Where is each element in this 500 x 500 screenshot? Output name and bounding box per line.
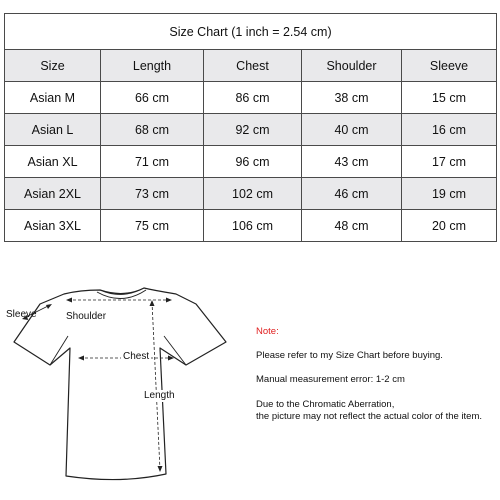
note-line-chromatic-aberration: Due to the Chromatic Aberration, (256, 399, 395, 410)
tshirt-diagram (0, 270, 250, 495)
cell-shoulder: 38 cm (302, 82, 402, 114)
header-length: Length (101, 50, 204, 82)
cell-sleeve: 15 cm (402, 82, 497, 114)
cell-chest: 96 cm (204, 146, 302, 178)
size-chart-title: Size Chart (1 inch = 2.54 cm) (5, 14, 497, 50)
cell-size: Asian 2XL (5, 178, 101, 210)
cell-size: Asian M (5, 82, 101, 114)
cell-sleeve: 16 cm (402, 114, 497, 146)
cell-shoulder: 48 cm (302, 210, 402, 242)
cell-shoulder: 46 cm (302, 178, 402, 210)
table-row (5, 146, 497, 178)
cell-shoulder: 40 cm (302, 114, 402, 146)
cell-sleeve: 17 cm (402, 146, 497, 178)
cell-chest: 92 cm (204, 114, 302, 146)
cell-size: Asian XL (5, 146, 101, 178)
note-line-size-chart: Please refer to my Size Chart before buying. (256, 350, 443, 361)
size-chart-table (4, 13, 497, 242)
cell-length: 68 cm (101, 114, 204, 146)
cell-sleeve: 19 cm (402, 178, 497, 210)
cell-sleeve: 20 cm (402, 210, 497, 242)
header-chest: Chest (204, 50, 302, 82)
size-chart-header-row (5, 50, 497, 82)
cell-size: Asian 3XL (5, 210, 101, 242)
note-title: Note: (256, 326, 279, 337)
length-label: Length (144, 390, 175, 401)
sleeve-label: Sleeve (6, 309, 37, 320)
cell-size: Asian L (5, 114, 101, 146)
cell-chest: 102 cm (204, 178, 302, 210)
cell-length: 73 cm (101, 178, 204, 210)
header-sleeve: Sleeve (402, 50, 497, 82)
cell-chest: 86 cm (204, 82, 302, 114)
cell-length: 66 cm (101, 82, 204, 114)
cell-shoulder: 43 cm (302, 146, 402, 178)
table-row (5, 178, 497, 210)
tshirt-outline-icon (0, 270, 250, 495)
table-row (5, 82, 497, 114)
table-row (5, 210, 497, 242)
header-shoulder: Shoulder (302, 50, 402, 82)
shoulder-label: Shoulder (66, 311, 107, 322)
header-size: Size (5, 50, 101, 82)
cell-length: 75 cm (101, 210, 204, 242)
chest-label: Chest (123, 351, 150, 362)
size-chart-title-row (5, 14, 497, 50)
note-line-measurement-error: Manual measurement error: 1-2 cm (256, 374, 405, 385)
cell-chest: 106 cm (204, 210, 302, 242)
table-row (5, 114, 497, 146)
cell-length: 71 cm (101, 146, 204, 178)
note-line-color-disclaimer: the picture may not reflect the actual color of the item. (256, 411, 483, 422)
notes-section (256, 326, 498, 423)
